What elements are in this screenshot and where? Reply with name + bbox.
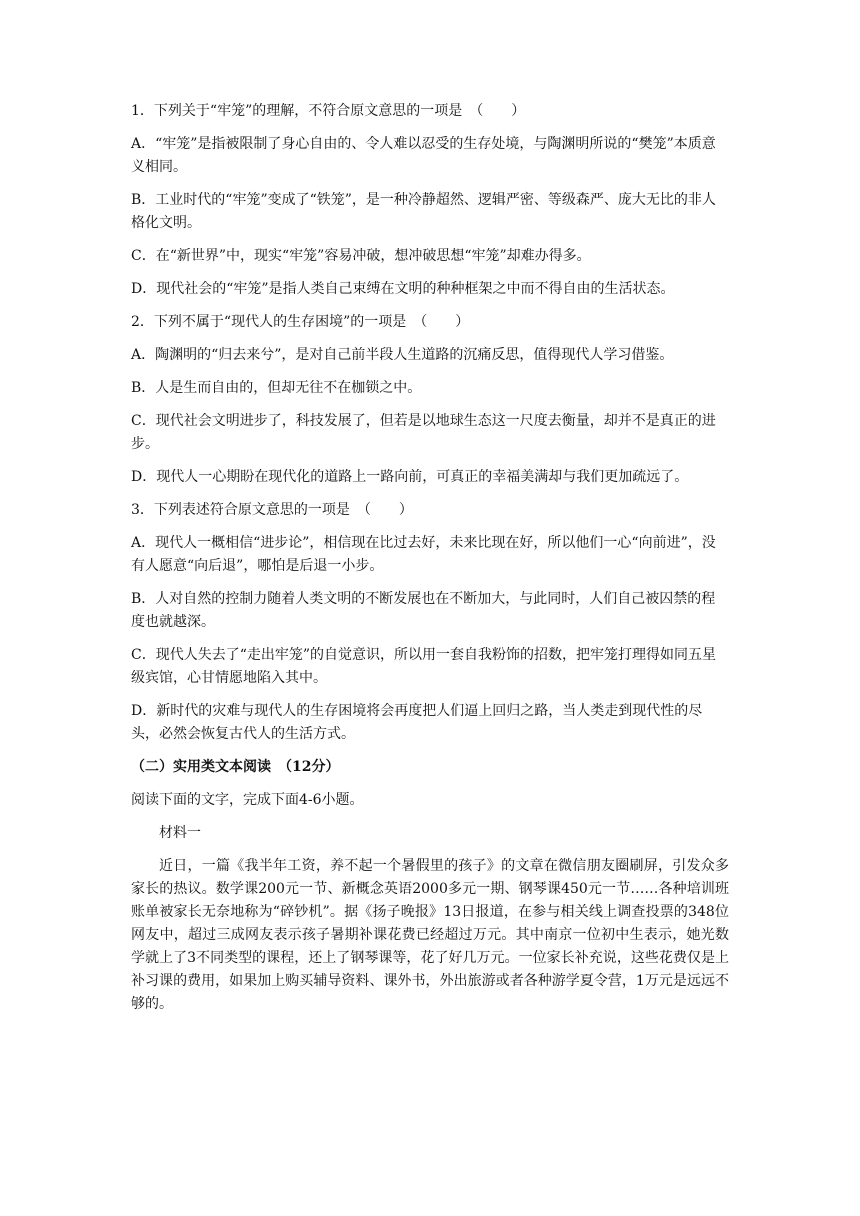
question-2-option-c: C．现代社会文明进步了，科技发展了，但若是以地球生态这一尺度去衡量，却并不是真正的进步。 (131, 413, 716, 452)
question-1-option-a: A．“牢笼”是指被限制了身心自由的、令人难以忍受的生存处境，与陶渊明所说的“樊笼”本质意义相同。 (131, 136, 716, 175)
material-title: 材料一 (159, 825, 201, 841)
section-heading: （二）实用类文本阅读 （12分） (131, 759, 340, 775)
reading-instruction: 阅读下面的文字，完成下面4-6小题。 (131, 792, 364, 808)
question-2-option-a: A．陶渊明的“归去来兮”，是对自己前半段人生道路的沉痛反思，值得现代人学习借鉴。 (131, 347, 674, 363)
question-1-option-c: C．在“新世界”中，现实“牢笼”容易冲破，想冲破思想“牢笼”却难办得多。 (131, 248, 591, 264)
question-3-option-c: C．现代人失去了“走出牢笼”的自觉意识，所以用一套自我粉饰的招数，把牢笼打理得如同五星级宾馆，心甘情愿地陷入其中。 (131, 647, 717, 686)
question-1-stem: 1．下列关于“牢笼”的理解，不符合原文意思的一项是 （ ） (131, 103, 526, 119)
material-paragraph: 近日，一篇《我半年工资，养不起一个暑假里的孩子》的文章在微信朋友圈刷屏，引发众多家长的热议。数学课200元一节、新概念英语2000多元一期、钢琴课450元一节……各种培训班账单被家长无奈地称为“碎钞机”。据《扬子晚报》13日报道，在参与相关线上调查投票的348位网友中，超过三成网友表示孩子暑期补课花费已经超过万元。其中南京一位初中生表示，她光数学就上了3不同类型的课程，还上了钢琴课等，花了好几万元。一位家长补充说，这些花费仅是上补习课的费用，如果加上购买辅导资料、课外书，外出旅游或者各种游学夏令营，1万元是远远不够的。 (131, 858, 729, 1012)
question-2-option-b: B．人是生而自由的，但却无往不在枷锁之中。 (131, 380, 422, 396)
question-2-option-d: D．现代人一心期盼在现代化的道路上一路向前，可真正的幸福美满却与我们更加疏远了。 (131, 469, 689, 485)
question-3-stem: 3．下列表述符合原文意思的一项是 （ ） (131, 502, 413, 518)
question-1-option-d: D．现代社会的“牢笼”是指人类自己束缚在文明的种种框架之中而不得自由的生活状态。 (131, 281, 675, 297)
question-3-option-a: A．现代人一概相信“进步论”，相信现在比过去好，未来比现在好，所以他们一心“向前进”，没有人愿意“向后退”，哪怕是后退一小步。 (131, 535, 716, 574)
question-3-option-b: B．人对自然的控制力随着人类文明的不断发展也在不断加大，与此同时，人们自己被囚禁的程度也就越深。 (131, 591, 716, 630)
question-2-stem: 2．下列不属于“现代人的生存困境”的一项是 （ ） (131, 314, 470, 330)
document-content (131, 100, 729, 1016)
question-1-option-b: B．工业时代的“牢笼”变成了“铁笼”，是一种冷静超然、逻辑严密、等级森严、庞大无比的非人格化文明。 (131, 192, 716, 231)
question-3-option-d: D．新时代的灾难与现代人的生存困境将会再度把人们逼上回归之路，当人类走到现代性的尽头，必然会恢复古代人的生活方式。 (131, 703, 703, 742)
